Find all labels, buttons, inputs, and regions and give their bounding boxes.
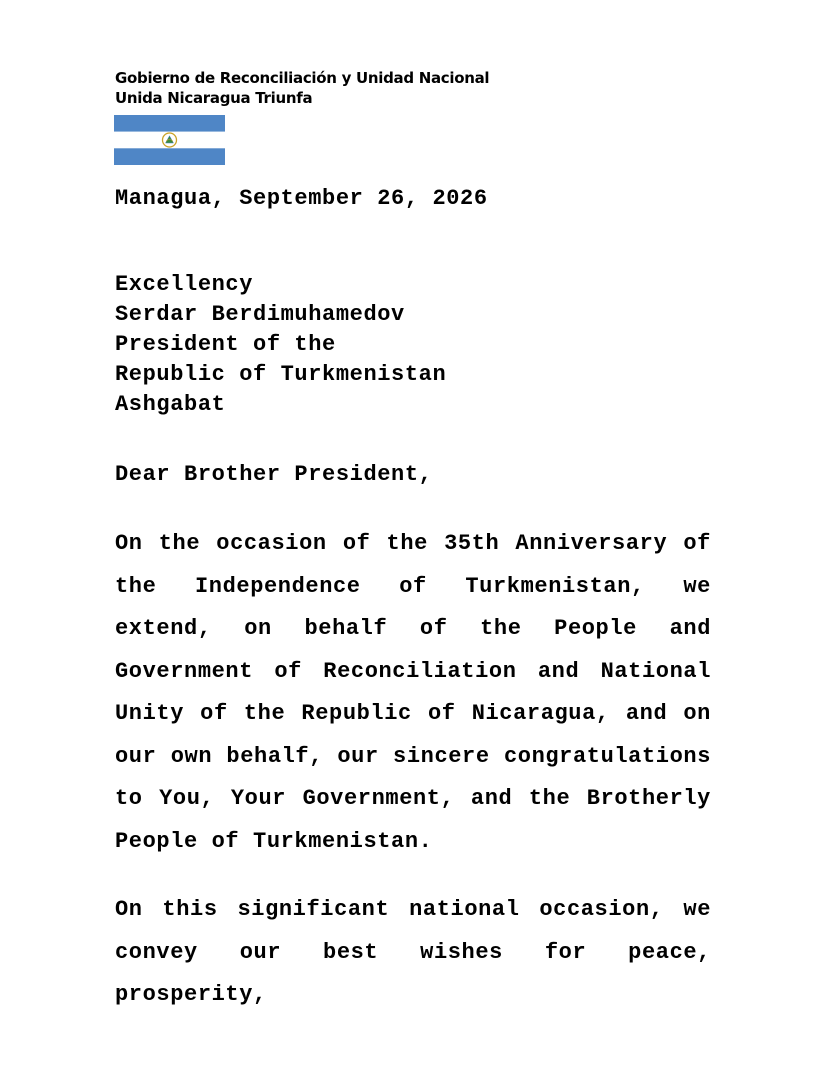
flag-stripe-bottom	[114, 148, 225, 165]
recipient-honorific: Excellency	[115, 272, 254, 297]
recipient-title: President of the	[115, 332, 336, 357]
recipient-country: Republic of Turkmenistan	[115, 362, 447, 387]
recipient-city: Ashgabat	[115, 392, 226, 417]
recipient-address	[115, 270, 446, 420]
letterhead-slogan: Unida Nicaragua Triunfa	[115, 89, 313, 107]
body-paragraph: On this significant national occasion, we convey our best wishes for peace, prosperity,	[115, 897, 711, 1007]
nicaragua-flag-icon	[114, 115, 225, 165]
salutation: Dear Brother President,	[115, 462, 433, 487]
flag-stripe-top	[114, 115, 225, 132]
recipient-name: Serdar Berdimuhamedov	[115, 302, 405, 327]
letter-date: Managua, September 26, 2026	[115, 186, 488, 211]
body-paragraph: On the occasion of the 35th Anniversary of the Independence of Turkmenistan, we extend, on behalf of the People and Government of Reconciliation and National Unity of the Republic of Nicaragua, and on our own behalf, our sincere congratulations to You, Your Government, and the Brotherly People of Turkmenistan.	[115, 531, 711, 854]
letterhead	[115, 68, 489, 108]
letterhead-government-name: Gobierno de Reconciliación y Unidad Nacional	[115, 69, 490, 87]
